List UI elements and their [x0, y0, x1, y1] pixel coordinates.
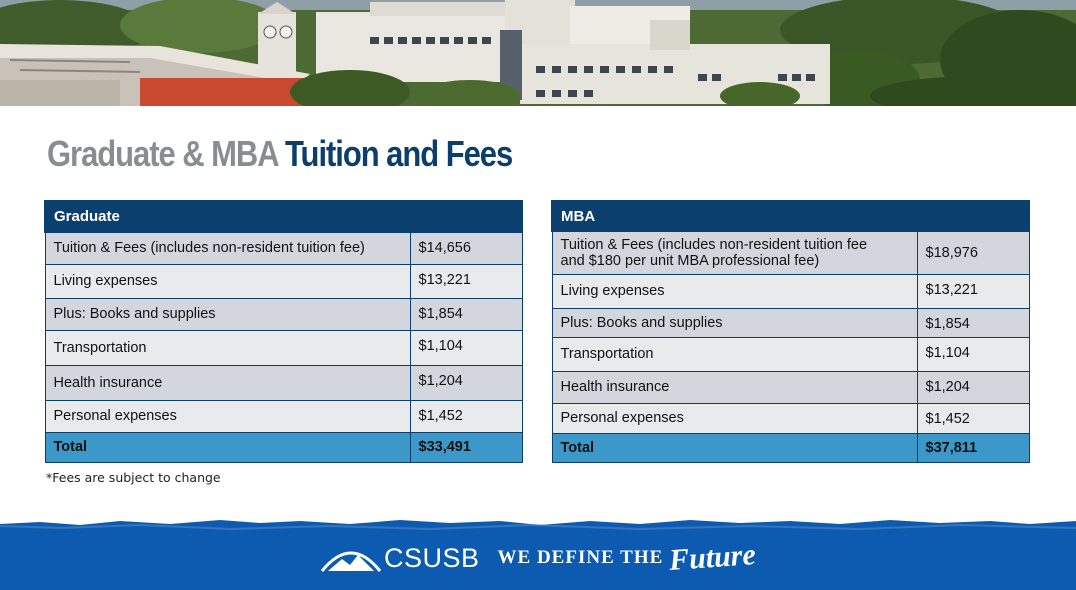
row-amount: $1,104 — [917, 337, 1029, 371]
row-label: Health insurance — [45, 365, 410, 400]
row-amount: $18,976 — [917, 231, 1029, 274]
brand-tagline: WE DEFINE THE — [497, 547, 664, 568]
table-row — [45, 365, 522, 400]
page-title — [47, 131, 512, 177]
table-header-row — [552, 201, 1029, 231]
row-amount: $1,452 — [917, 403, 1029, 433]
graduate-fees-table — [44, 200, 523, 463]
row-label: Living expenses — [45, 264, 410, 298]
row-amount: $1,204 — [917, 371, 1029, 403]
graduate-table-title: Graduate — [45, 201, 522, 232]
table-row — [45, 330, 522, 365]
brand-name: CSUSB — [384, 543, 480, 573]
total-amount: $33,491 — [410, 432, 522, 462]
mountain-logo-icon — [320, 541, 382, 575]
row-amount: $1,104 — [410, 330, 522, 365]
row-label: Plus: Books and supplies — [552, 308, 917, 337]
total-label: Total — [45, 432, 410, 462]
row-label: Transportation — [45, 330, 410, 365]
campus-banner-image — [0, 0, 1076, 106]
mba-table-title: MBA — [552, 201, 1029, 231]
row-amount: $13,221 — [917, 274, 1029, 308]
row-amount: $1,854 — [917, 308, 1029, 337]
csusb-brand-lockup — [320, 538, 756, 578]
table-row — [552, 231, 1029, 274]
row-label: Living expenses — [552, 274, 917, 308]
row-label — [552, 231, 917, 274]
row-label: Health insurance — [552, 371, 917, 403]
table-header-row — [45, 201, 522, 232]
table-row — [552, 308, 1029, 337]
row-label: Transportation — [552, 337, 917, 371]
row-amount: $13,221 — [410, 264, 522, 298]
table-row — [552, 274, 1029, 308]
row-label: Tuition & Fees (includes non-resident tuition fee) — [45, 232, 410, 264]
row-label: Personal expenses — [552, 403, 917, 433]
table-row — [552, 403, 1029, 433]
table-row — [552, 371, 1029, 403]
row-label: Personal expenses — [45, 400, 410, 432]
table-row — [45, 400, 522, 432]
row-amount: $1,204 — [410, 365, 522, 400]
row-amount: $1,452 — [410, 400, 522, 432]
table-row — [45, 298, 522, 330]
total-label: Total — [552, 433, 917, 462]
total-amount: $37,811 — [917, 433, 1029, 462]
fees-footnote: *Fees are subject to change — [46, 470, 221, 485]
table-total-row — [45, 432, 522, 462]
page-title-blue-part: Tuition and Fees — [284, 133, 513, 174]
row-amount: $14,656 — [410, 232, 522, 264]
row-amount: $1,854 — [410, 298, 522, 330]
page-title-gray-part: Graduate & MBA — [47, 133, 278, 174]
table-row — [45, 232, 522, 264]
table-row — [552, 337, 1029, 371]
row-label-line-1: Tuition & Fees (includes non-resident tuition fee — [560, 236, 868, 253]
table-total-row — [552, 433, 1029, 462]
row-label: Plus: Books and supplies — [45, 298, 410, 330]
brand-tagline-script: Future — [668, 538, 758, 577]
row-label-line-2: and $180 per unit MBA professional fee) — [560, 252, 820, 269]
table-row — [45, 264, 522, 298]
mba-fees-table — [551, 200, 1030, 463]
